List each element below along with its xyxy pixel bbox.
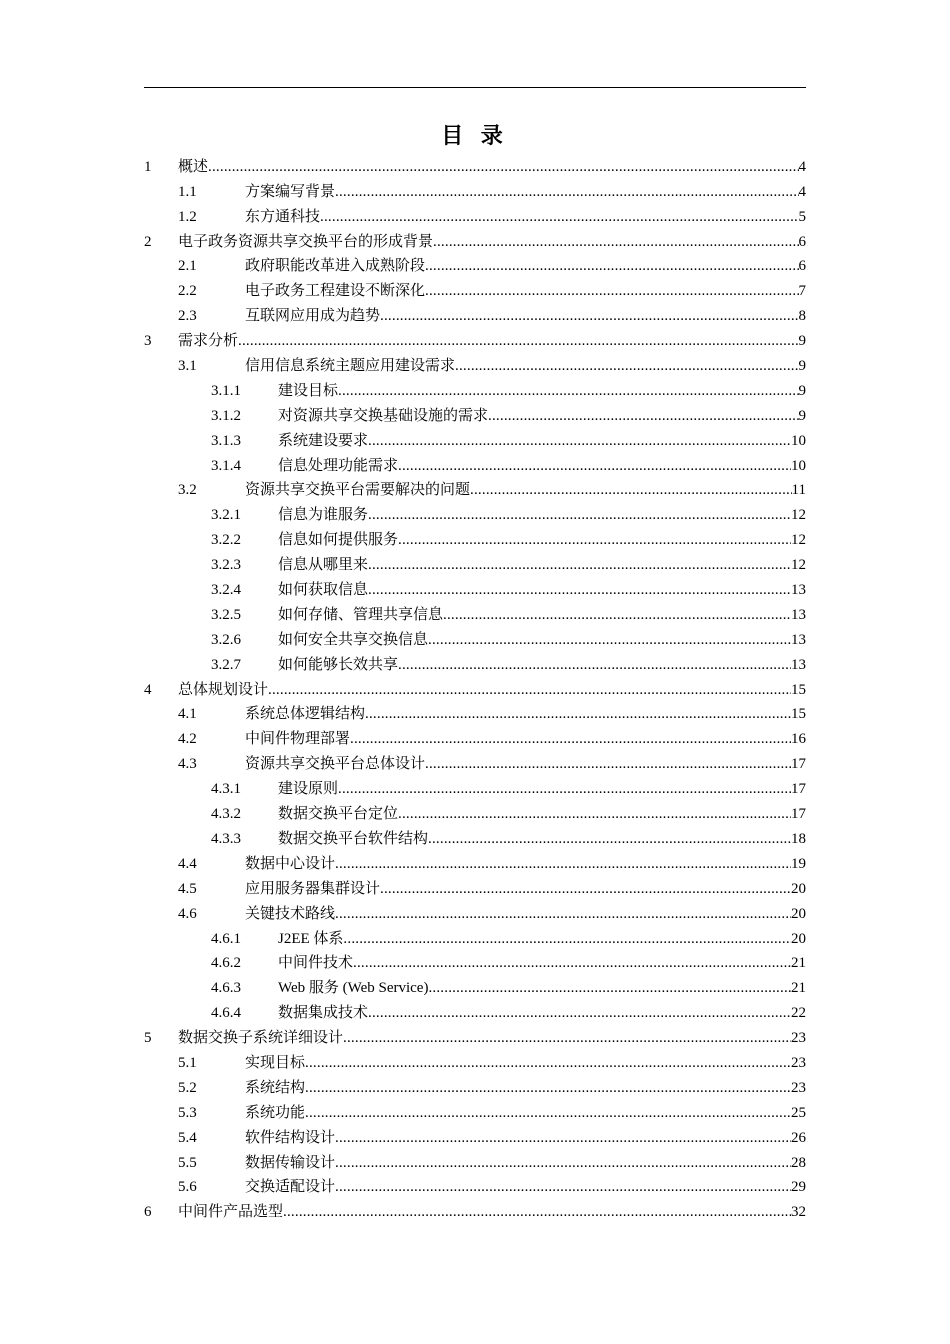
toc-dot-leader (425, 257, 798, 275)
toc-entry-number: 5.6 (178, 1179, 197, 1196)
toc-entry[interactable] (144, 1022, 806, 1047)
toc-entry-title: 信息处理功能需求 (278, 457, 399, 474)
toc-entry-title: 数据交换子系统详细设计 (178, 1030, 344, 1047)
toc-entry-body (278, 457, 806, 475)
toc-entry-body (178, 1029, 806, 1047)
toc-entry[interactable] (144, 450, 806, 475)
toc-entry[interactable] (144, 873, 806, 898)
toc-entry-title: Web 服务 (Web Service) (278, 980, 429, 997)
toc-entry-title: 信息如何提供服务 (278, 532, 399, 549)
toc-entry-body (278, 432, 806, 450)
toc-entry[interactable] (144, 151, 806, 176)
toc-entry-body (278, 556, 806, 574)
toc-entry-body (178, 681, 806, 699)
toc-entry-number: 2.2 (178, 283, 197, 300)
toc-entry-number: 3.2.4 (211, 582, 241, 599)
toc-entry-body (278, 830, 806, 848)
toc-entry-body (278, 930, 806, 948)
toc-entry-page-number: 23 (791, 1030, 806, 1047)
toc-entry[interactable] (144, 798, 806, 823)
toc-entry-number: 3.1 (178, 358, 197, 375)
toc-entry-body (278, 506, 806, 524)
toc-entry-number: 3.2.1 (211, 507, 241, 524)
toc-entry[interactable] (144, 1122, 806, 1147)
toc-entry[interactable] (144, 275, 806, 300)
toc-entry-body (278, 606, 806, 624)
toc-entry-body (278, 631, 806, 649)
toc-entry-body (278, 805, 806, 823)
toc-entry[interactable] (144, 1097, 806, 1122)
toc-entry-page-number: 13 (791, 631, 806, 648)
toc-dot-leader (335, 1129, 791, 1147)
toc-entry-number: 3.2.7 (211, 656, 241, 673)
toc-entry-number: 5.4 (178, 1129, 197, 1146)
toc-entry-page-number: 11 (791, 482, 806, 499)
toc-entry-title: 系统功能 (245, 1104, 306, 1121)
toc-entry-body (245, 755, 806, 773)
toc-dot-leader (350, 730, 791, 748)
toc-entry-number: 4.3 (178, 756, 197, 773)
toc-entry-page-number: 20 (791, 930, 806, 947)
toc-entry[interactable] (144, 898, 806, 923)
toc-entry-page-number: 15 (791, 706, 806, 723)
toc-dot-leader (365, 705, 791, 723)
toc-entry-page-number: 20 (791, 880, 806, 897)
toc-entry-body (278, 407, 806, 425)
toc-entry-page-number: 17 (791, 781, 806, 798)
toc-entry-title: 信息为谁服务 (278, 507, 369, 524)
toc-entry-title: 对资源共享交换基础设施的需求 (278, 407, 489, 424)
toc-dot-leader (343, 1029, 791, 1047)
toc-entry-page-number: 4 (798, 158, 806, 175)
toc-entry[interactable] (144, 624, 806, 649)
toc-dot-leader (305, 1104, 791, 1122)
toc-entry-page-number: 21 (791, 955, 806, 972)
toc-dot-leader (470, 481, 792, 499)
toc-entry-number: 3.1.1 (211, 382, 241, 399)
toc-entry-body (245, 481, 806, 499)
toc-entry-title: 如何存储、管理共享信息 (278, 606, 444, 623)
toc-entry-number: 3.1.2 (211, 407, 241, 424)
toc-entry-number: 4.6.3 (211, 980, 241, 997)
toc-entry[interactable] (144, 723, 806, 748)
toc-entry[interactable] (144, 1196, 806, 1221)
toc-entry[interactable] (144, 649, 806, 674)
toc-entry-number: 1 (144, 158, 152, 175)
toc-entry-body (245, 257, 806, 275)
toc-entry-page-number: 13 (791, 656, 806, 673)
toc-entry[interactable] (144, 524, 806, 549)
toc-entry-body (245, 1104, 806, 1122)
toc-entry-title: 软件结构设计 (245, 1129, 336, 1146)
toc-entry-title: 数据中心设计 (245, 855, 336, 872)
toc-entry[interactable] (144, 226, 806, 251)
toc-entry-number: 5.2 (178, 1079, 197, 1096)
toc-entry-page-number: 26 (791, 1129, 806, 1146)
toc-dot-leader (425, 755, 791, 773)
toc-entry-title: 东方通科技 (245, 208, 321, 225)
toc-entry-page-number: 5 (798, 208, 806, 225)
toc-entry-title: 如何安全共享交换信息 (278, 631, 429, 648)
toc-dot-leader (455, 357, 798, 375)
toc-dot-leader (335, 855, 791, 873)
toc-entry-title: 中间件物理部署 (245, 731, 351, 748)
toc-dot-leader (335, 183, 798, 201)
toc-title: 目 录 (441, 123, 509, 148)
toc-entry-title: 建设目标 (278, 382, 339, 399)
toc-dot-leader (305, 1054, 791, 1072)
toc-entry[interactable] (144, 350, 806, 375)
toc-entry-number: 5.1 (178, 1054, 197, 1071)
toc-entry-page-number: 23 (791, 1054, 806, 1071)
toc-dot-leader (343, 930, 791, 948)
toc-entry-page-number: 10 (791, 432, 806, 449)
toc-entry[interactable] (144, 1072, 806, 1097)
toc-entry-page-number: 8 (798, 308, 806, 325)
toc-entry-number: 3.1.4 (211, 457, 241, 474)
toc-entry-title: 建设原则 (278, 781, 339, 798)
toc-entry[interactable] (144, 425, 806, 450)
toc-entry-title: 系统总体逻辑结构 (245, 706, 366, 723)
toc-entry[interactable] (144, 251, 806, 276)
toc-entry[interactable] (144, 848, 806, 873)
toc-entry-title: 概述 (178, 158, 209, 175)
toc-dot-leader (488, 407, 798, 425)
toc-entry-body (245, 1178, 806, 1196)
table-of-contents (144, 151, 806, 1221)
toc-dot-leader (398, 656, 791, 674)
toc-entry-page-number: 13 (791, 606, 806, 623)
toc-entry-page-number: 6 (798, 258, 806, 275)
toc-entry-number: 4.6 (178, 905, 197, 922)
toc-entry-title: 需求分析 (178, 333, 239, 350)
toc-entry[interactable] (144, 923, 806, 948)
toc-entry[interactable] (144, 499, 806, 524)
toc-entry-page-number: 20 (791, 905, 806, 922)
toc-entry[interactable] (144, 599, 806, 624)
toc-entry[interactable] (144, 674, 806, 699)
toc-entry-body (245, 1129, 806, 1147)
toc-entry-number: 3.2.5 (211, 606, 241, 623)
toc-dot-leader (335, 905, 791, 923)
toc-dot-leader (398, 457, 791, 475)
toc-entry-page-number: 13 (791, 582, 806, 599)
toc-entry-page-number: 17 (791, 806, 806, 823)
toc-entry-body (245, 1154, 806, 1172)
toc-dot-leader (428, 979, 791, 997)
toc-dot-leader (335, 1154, 791, 1172)
toc-entry-page-number: 16 (791, 731, 806, 748)
toc-entry-number: 2.1 (178, 258, 197, 275)
toc-entry-title: 实现目标 (245, 1054, 306, 1071)
toc-entry-page-number: 9 (798, 358, 806, 375)
toc-entry-page-number: 22 (791, 1005, 806, 1022)
toc-entry-title: 电子政务工程建设不断深化 (245, 283, 426, 300)
toc-entry-number: 3.2.6 (211, 631, 241, 648)
toc-entry-body (178, 233, 806, 251)
toc-dot-leader (208, 158, 798, 176)
toc-dot-leader (428, 631, 791, 649)
toc-dot-leader (335, 1178, 791, 1196)
toc-entry-body (245, 1054, 806, 1072)
toc-dot-leader (425, 282, 798, 300)
toc-entry-title: 中间件技术 (278, 955, 354, 972)
toc-entry-page-number: 23 (791, 1079, 806, 1096)
toc-entry-page-number: 29 (791, 1179, 806, 1196)
toc-entry-body (178, 158, 806, 176)
toc-entry[interactable] (144, 549, 806, 574)
toc-entry-body (278, 531, 806, 549)
toc-entry[interactable] (144, 997, 806, 1022)
toc-entry[interactable] (144, 699, 806, 724)
toc-entry-title: 资源共享交换平台需要解决的问题 (245, 482, 471, 499)
toc-entry-title: 如何获取信息 (278, 582, 369, 599)
toc-entry-number: 2.3 (178, 308, 197, 325)
toc-entry-body (278, 382, 806, 400)
toc-entry[interactable] (144, 1147, 806, 1172)
toc-entry[interactable] (144, 325, 806, 350)
toc-entry-number: 5 (144, 1030, 152, 1047)
toc-entry-body (245, 1079, 806, 1097)
toc-entry-number: 4.4 (178, 855, 197, 872)
toc-entry-title: 互联网应用成为趋势 (245, 308, 381, 325)
toc-entry-body (278, 656, 806, 674)
toc-entry-title: 交换适配设计 (245, 1179, 336, 1196)
toc-dot-leader (320, 208, 798, 226)
toc-entry-number: 4.1 (178, 706, 197, 723)
toc-entry-page-number: 12 (791, 557, 806, 574)
toc-entry-title: 中间件产品选型 (178, 1204, 284, 1221)
toc-entry-body (178, 332, 806, 350)
toc-entry-number: 4.3.1 (211, 781, 241, 798)
toc-entry-page-number: 4 (798, 183, 806, 200)
toc-entry-title: 数据传输设计 (245, 1154, 336, 1171)
toc-entry-title: 信用信息系统主题应用建设需求 (245, 358, 456, 375)
toc-entry[interactable] (144, 1172, 806, 1197)
toc-dot-leader (305, 1079, 791, 1097)
toc-entry-number: 4.2 (178, 731, 197, 748)
toc-entry-title: J2EE 体系 (278, 930, 344, 947)
toc-entry-title: 应用服务器集群设计 (245, 880, 381, 897)
toc-entry-body (278, 979, 806, 997)
toc-entry-number: 1.1 (178, 183, 197, 200)
toc-dot-leader (368, 556, 791, 574)
toc-dot-leader (428, 830, 791, 848)
toc-entry-body (245, 183, 806, 201)
toc-entry-page-number: 32 (791, 1204, 806, 1221)
toc-entry-title: 电子政务资源共享交换平台的形成背景 (178, 233, 434, 250)
toc-entry-body (245, 307, 806, 325)
toc-entry-title: 方案编写背景 (245, 183, 336, 200)
toc-entry-page-number: 9 (798, 382, 806, 399)
header-rule (144, 87, 806, 88)
toc-entry[interactable] (144, 574, 806, 599)
toc-dot-leader (368, 581, 791, 599)
toc-entry-title: 数据交换平台软件结构 (278, 830, 429, 847)
toc-entry-page-number: 25 (791, 1104, 806, 1121)
toc-entry-number: 4 (144, 681, 152, 698)
toc-dot-leader (368, 1004, 791, 1022)
toc-entry-body (245, 855, 806, 873)
toc-entry-page-number: 9 (798, 333, 806, 350)
toc-entry[interactable] (144, 176, 806, 201)
toc-dot-leader (398, 805, 791, 823)
toc-entry-body (278, 780, 806, 798)
toc-entry-body (245, 705, 806, 723)
toc-entry[interactable] (144, 823, 806, 848)
toc-entry-body (278, 954, 806, 972)
toc-entry-number: 5.3 (178, 1104, 197, 1121)
toc-entry-body (245, 208, 806, 226)
toc-entry-title: 信息从哪里来 (278, 557, 369, 574)
toc-entry-number: 3 (144, 333, 152, 350)
toc-dot-leader (398, 531, 791, 549)
toc-dot-leader (353, 954, 791, 972)
toc-entry-number: 5.5 (178, 1154, 197, 1171)
toc-entry-page-number: 10 (791, 457, 806, 474)
toc-dot-leader (443, 606, 791, 624)
toc-entry-title: 政府职能改革进入成熟阶段 (245, 258, 426, 275)
toc-dot-leader (338, 382, 798, 400)
toc-entry-number: 4.6.2 (211, 955, 241, 972)
toc-entry-number: 2 (144, 233, 152, 250)
toc-entry-page-number: 15 (791, 681, 806, 698)
toc-dot-leader (380, 880, 791, 898)
toc-entry[interactable] (144, 201, 806, 226)
toc-dot-leader (380, 307, 798, 325)
toc-dot-leader (238, 332, 798, 350)
toc-entry-page-number: 19 (791, 855, 806, 872)
toc-entry-title: 关键技术路线 (245, 905, 336, 922)
toc-entry-body (278, 581, 806, 599)
toc-entry-number: 4.5 (178, 880, 197, 897)
toc-dot-leader (283, 1203, 791, 1221)
toc-dot-leader (368, 432, 791, 450)
toc-entry[interactable] (144, 773, 806, 798)
toc-entry-page-number: 6 (798, 233, 806, 250)
toc-entry[interactable] (144, 400, 806, 425)
toc-entry-body (245, 282, 806, 300)
toc-entry-title: 总体规划设计 (178, 681, 269, 698)
toc-entry-body (245, 730, 806, 748)
toc-entry-number: 1.2 (178, 208, 197, 225)
toc-entry-number: 4.6.1 (211, 930, 241, 947)
toc-entry-number: 3.2.3 (211, 557, 241, 574)
toc-entry-page-number: 28 (791, 1154, 806, 1171)
toc-entry[interactable] (144, 948, 806, 973)
toc-entry-title: 系统建设要求 (278, 432, 369, 449)
toc-entry-title: 系统结构 (245, 1079, 306, 1096)
toc-entry-title: 数据交换平台定位 (278, 806, 399, 823)
toc-dot-leader (268, 681, 791, 699)
toc-entry-title: 如何能够长效共享 (278, 656, 399, 673)
toc-entry-number: 4.3.3 (211, 830, 241, 847)
toc-entry-body (245, 905, 806, 923)
toc-entry-page-number: 17 (791, 756, 806, 773)
toc-entry[interactable] (144, 300, 806, 325)
toc-entry[interactable] (144, 972, 806, 997)
toc-dot-leader (433, 233, 798, 251)
toc-entry-body (245, 357, 806, 375)
toc-entry-page-number: 12 (791, 507, 806, 524)
toc-entry-body (245, 880, 806, 898)
toc-entry-page-number: 21 (791, 980, 806, 997)
toc-dot-leader (368, 506, 791, 524)
toc-entry-number: 4.6.4 (211, 1005, 241, 1022)
toc-entry-number: 3.2.2 (211, 532, 241, 549)
toc-entry-page-number: 12 (791, 532, 806, 549)
toc-entry[interactable] (144, 475, 806, 500)
toc-entry-title: 数据集成技术 (278, 1005, 369, 1022)
toc-entry-page-number: 9 (798, 407, 806, 424)
toc-entry[interactable] (144, 375, 806, 400)
toc-dot-leader (338, 780, 791, 798)
toc-entry-page-number: 7 (798, 283, 806, 300)
toc-entry[interactable] (144, 748, 806, 773)
toc-entry[interactable] (144, 1047, 806, 1072)
toc-entry-page-number: 18 (791, 830, 806, 847)
toc-entry-number: 4.3.2 (211, 806, 241, 823)
toc-entry-number: 6 (144, 1204, 152, 1221)
toc-entry-body (178, 1203, 806, 1221)
toc-entry-number: 3.2 (178, 482, 197, 499)
toc-entry-number: 3.1.3 (211, 432, 241, 449)
toc-entry-title: 资源共享交换平台总体设计 (245, 756, 426, 773)
toc-entry-body (278, 1004, 806, 1022)
